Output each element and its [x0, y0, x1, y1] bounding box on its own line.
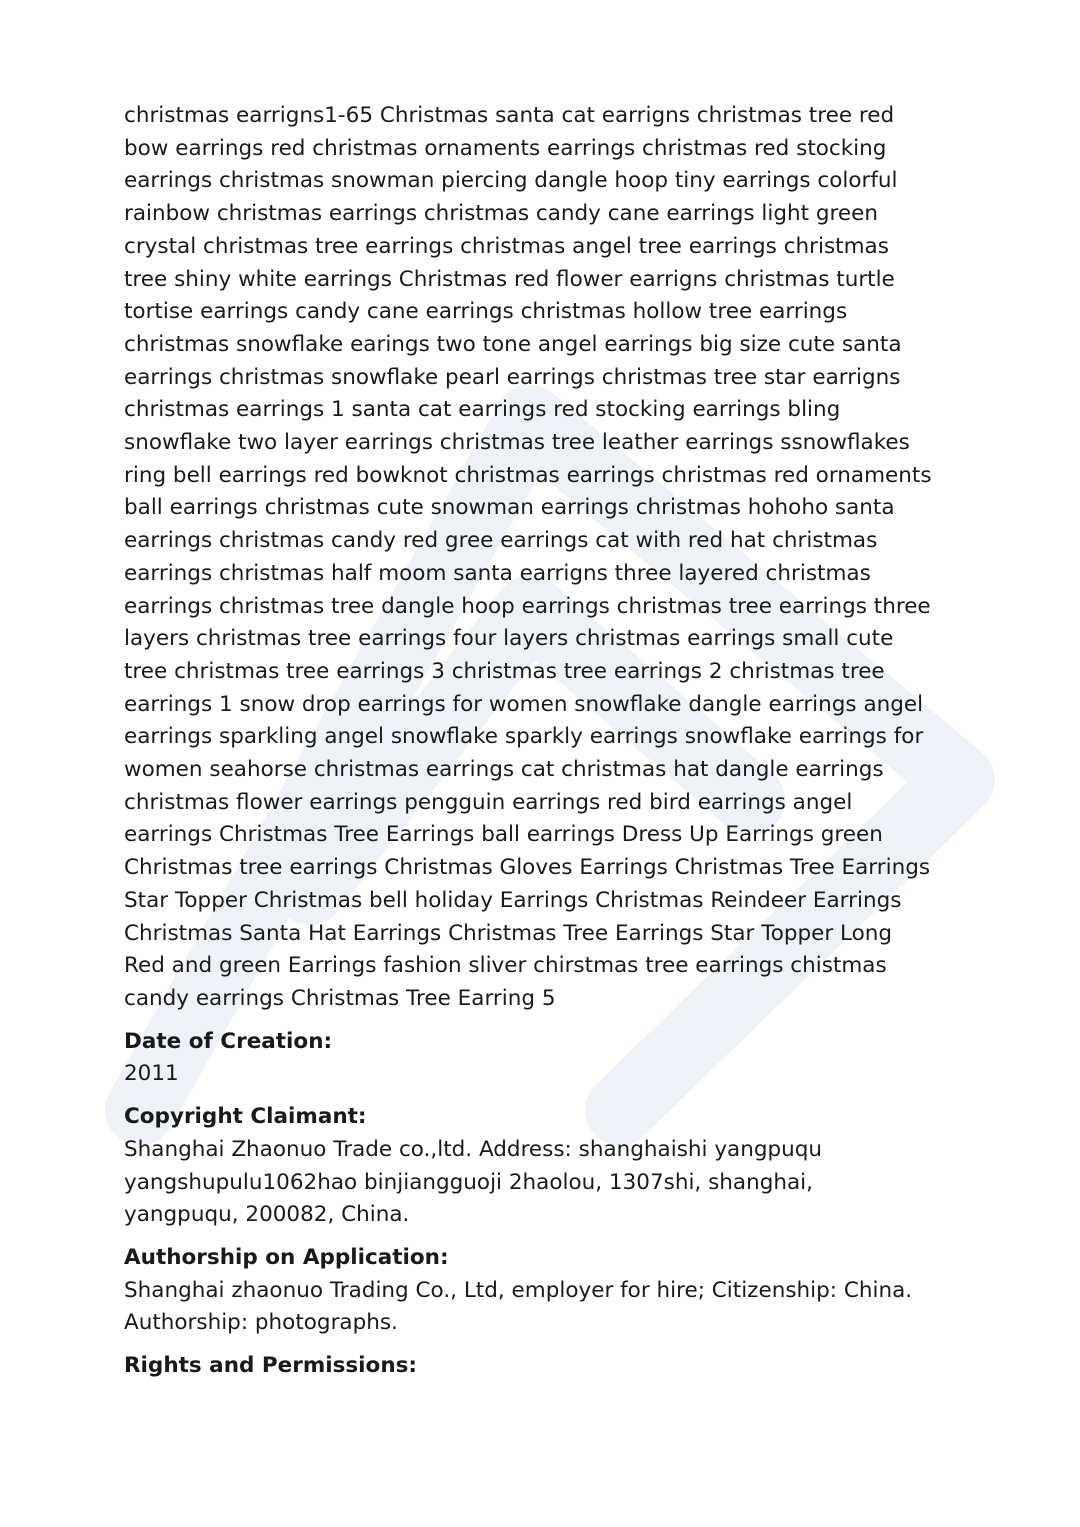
field-value: Shanghai zhaonuo Trading Co., Ltd, employer for hire; Citizenship: China. Authorship: photographs. — [124, 1277, 913, 1336]
field-label: Date of Creation: — [124, 1028, 333, 1054]
field-date-of-creation — [124, 1026, 934, 1091]
document-page — [124, 100, 934, 1383]
description-text: christmas earrigns1-65 Christmas santa cat earrigns christmas tree red bow earrings red christmas ornaments earrings christmas red stocking earrings christmas snowman piercing dangle hoop tiny earrings colorful rainbow christmas earrings christmas candy cane earrings light green crystal christmas tree earrings christmas angel tree earrings christmas tree shiny white earrings Christmas red flower earrigns christmas turtle tortise earrings candy cane earrings christmas hollow tree earrings christmas snowflake earings two tone angel earrings big size cute santa earrings christmas snowflake pearl earrings christmas tree star earrigns christmas earrings 1 santa cat earrings red stocking earrings bling snowflake two layer earrings christmas tree leather earrings ssnowflakes ring bell earrings red bowknot christmas earrings christmas red ornaments ball earrings christmas cute snowman earrings christmas hohoho santa earrings christmas candy red gree earrings cat with red hat christmas earrings christmas half moom santa earrigns three layered christmas earrings christmas tree dangle hoop earrings christmas tree earrings three layers christmas tree earrings four layers christmas earrings small cute tree christmas tree earrings 3 christmas tree earrings 2 christmas tree earrings 1 snow drop earrings for women snowflake dangle earrings angel earrings sparkling angel snowflake sparkly earrings snowflake earrings for women seahorse christmas earrings cat christmas hat dangle earrings christmas flower earrings pengguin earrings red bird earrings angel earrings Christmas Tree Earrings ball earrings Dress Up Earrings green Christmas tree earrings Christmas Gloves Earrings Christmas Tree Earrings Star Topper Christmas bell holiday Earrings Christmas Reindeer Earrings Christmas Santa Hat Earrings Christmas Tree Earrings Star Topper Long Red and green Earrings fashion sliver chirstmas tree earrings chistmas candy earrings Christmas Tree Earring 5 — [124, 103, 932, 1011]
field-label: Authorship on Application: — [124, 1244, 449, 1270]
field-value: Shanghai Zhaonuo Trade co.,ltd. Address: shanghaishi yangpuqu yangshupulu1062hao binjiangguoji 2haolou, 1307shi, shanghai, yangpuqu, 200082, China. — [124, 1136, 823, 1228]
field-value: 2011 — [124, 1061, 179, 1087]
field-label: Copyright Claimant: — [124, 1104, 367, 1130]
field-copyright-claimant — [124, 1101, 934, 1232]
field-label: Rights and Permissions: — [124, 1353, 418, 1379]
field-authorship-on-application — [124, 1242, 934, 1340]
field-rights-and-permissions — [124, 1350, 934, 1383]
